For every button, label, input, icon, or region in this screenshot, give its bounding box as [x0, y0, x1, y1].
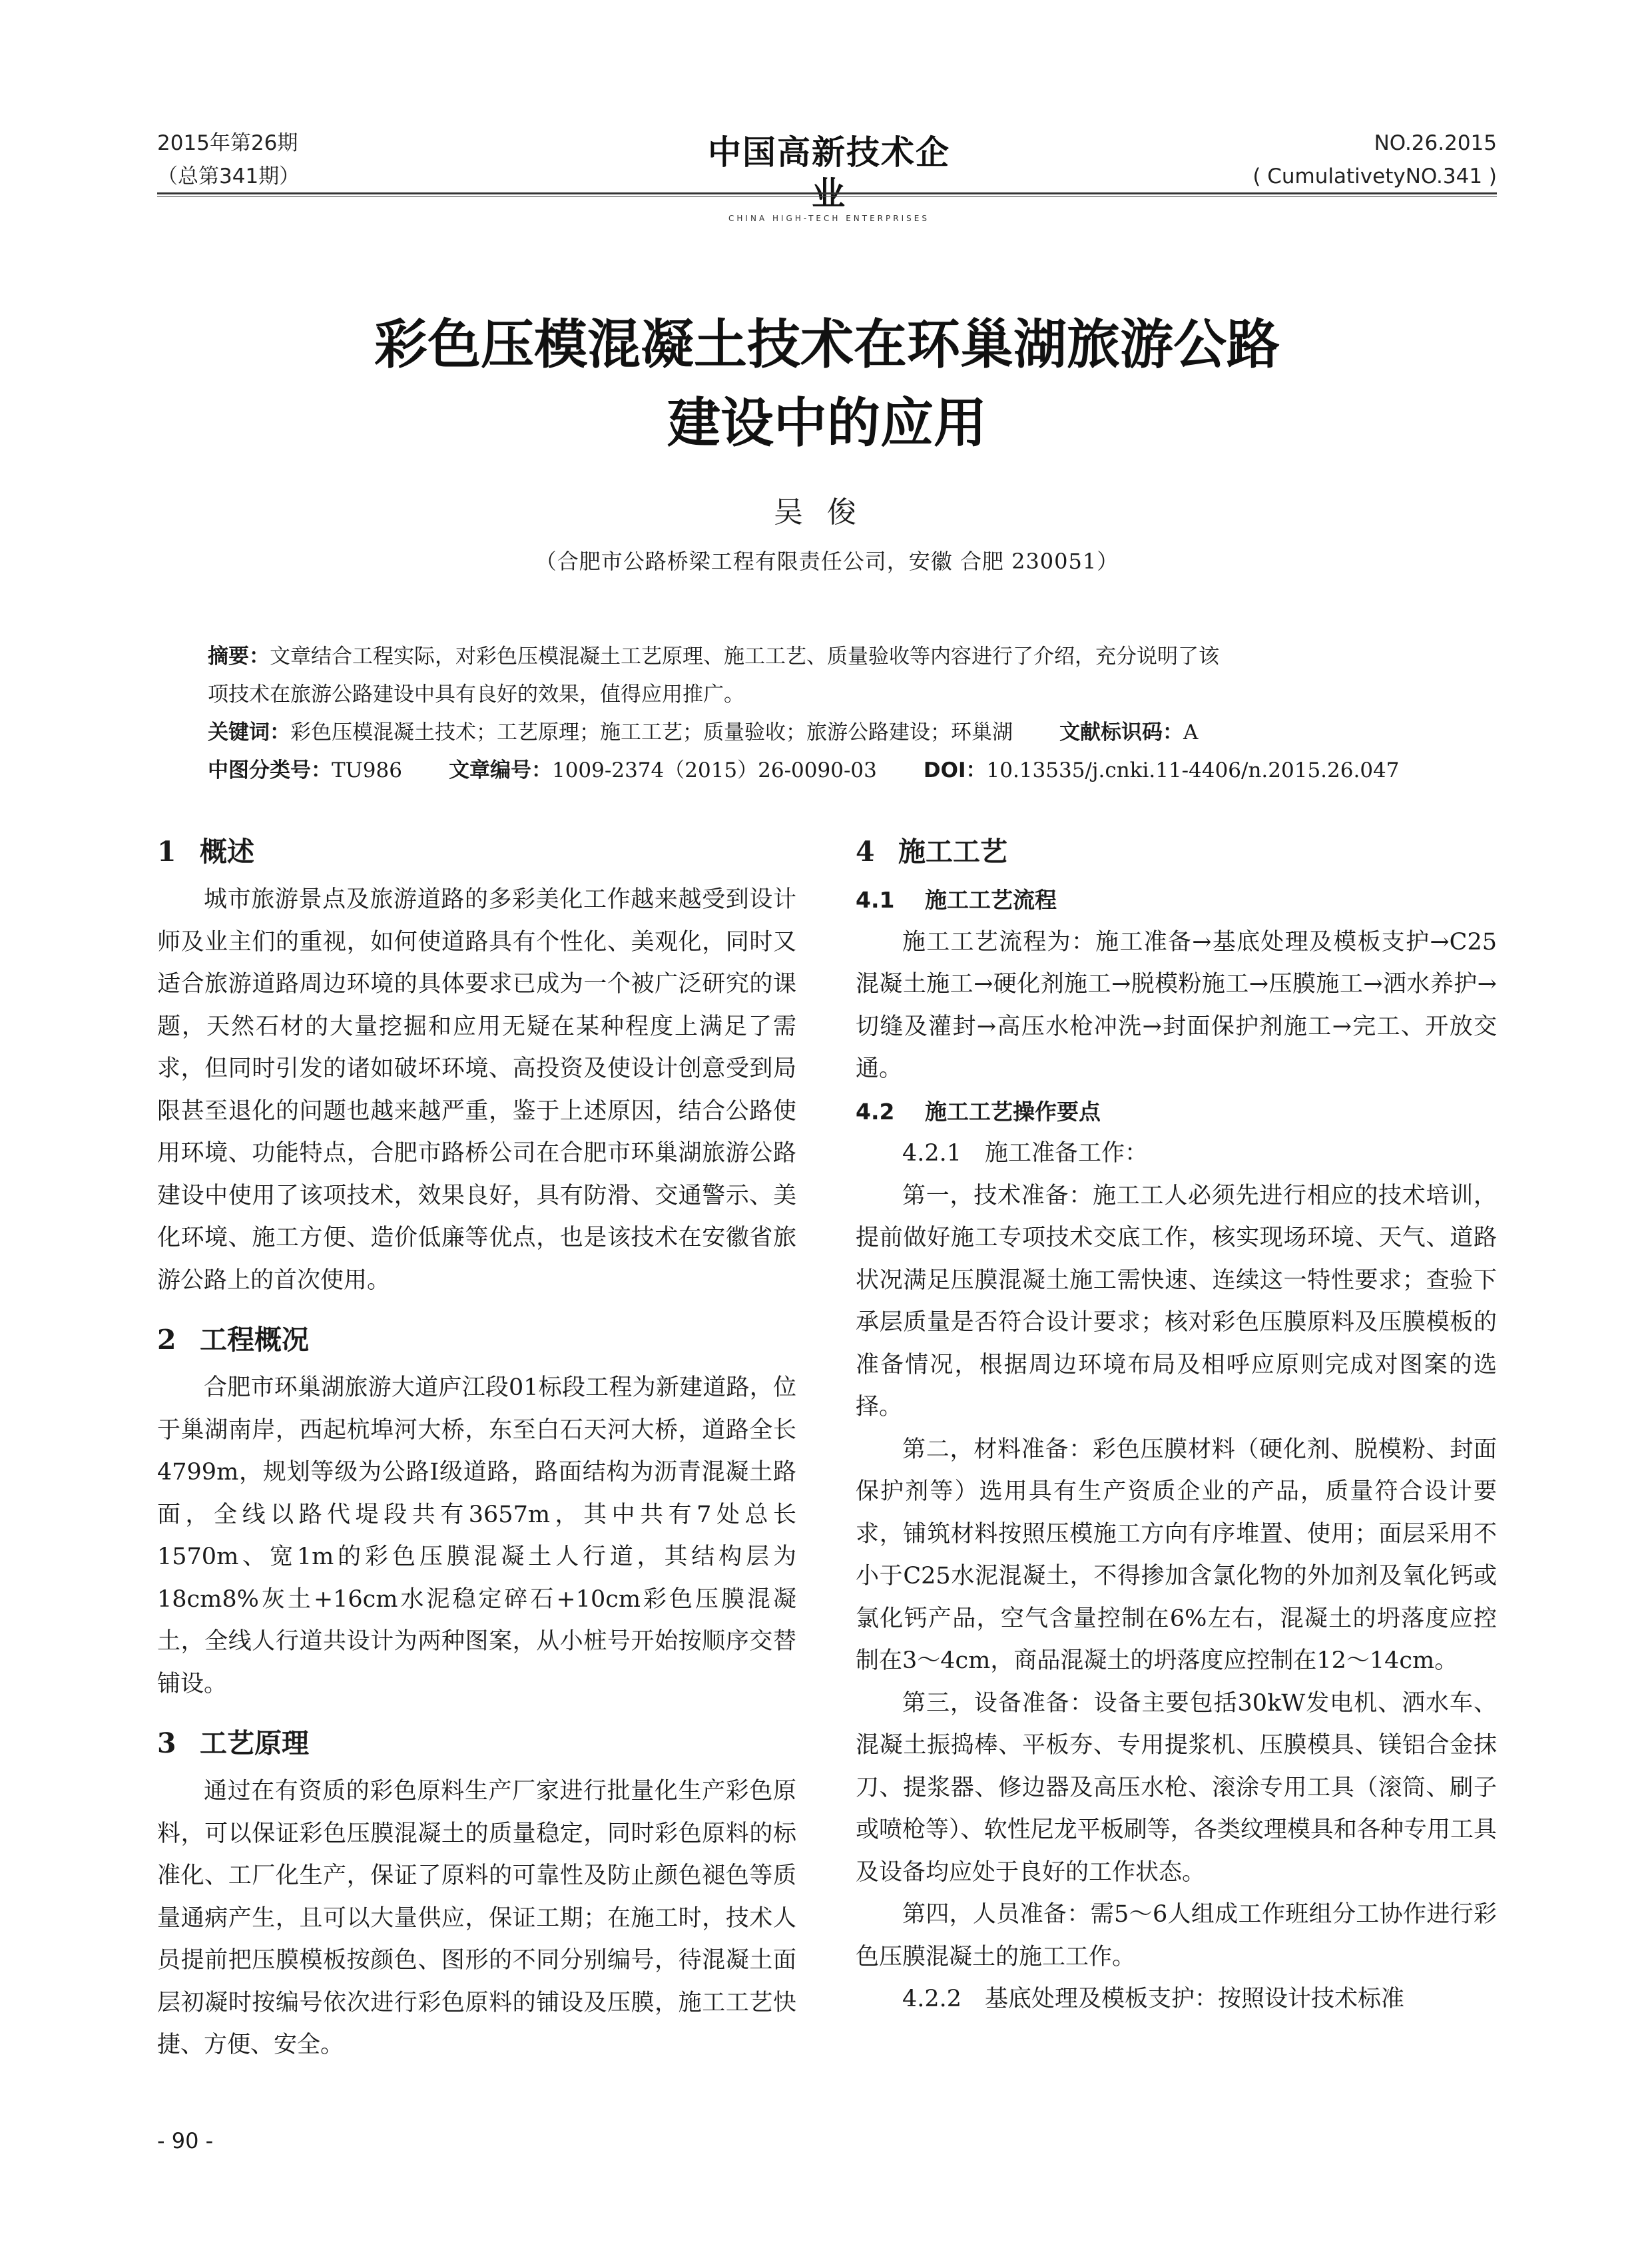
- abstract-line-2: 项技术在旅游公路建设中具有良好的效果，值得应用推广。: [208, 683, 744, 706]
- process-flow-paragraph: 施工工艺流程为：施工准备→基底处理及模板支护→C25混凝土施工→硬化剂施工→脱模粉施工→压膜施工→洒水养护→切缝及灌封→高压水枪冲洗→封面保护剂施工→完工、开放交通。: [856, 928, 1497, 1082]
- section-1-heading: [157, 828, 796, 875]
- article-title: [157, 305, 1497, 462]
- article-title-line-2: 建设中的应用: [667, 392, 987, 454]
- section-3-number: 3: [157, 1727, 176, 1759]
- section-1-title: 概述: [200, 836, 254, 868]
- author-affiliation: （合肥市公路桥梁工程有限责任公司，安徽 合肥 230051）: [535, 549, 1119, 574]
- section-4-heading: [856, 828, 1497, 875]
- page-number: - 90 -: [157, 2128, 214, 2153]
- material-preparation-paragraph: 第二，材料准备：彩色压膜材料（硬化剂、脱模粉、封面保护剂等）选用具有生产资质企业的产品，质量符合设计要求，铺筑材料按照压模施工方向有序堆置、使用；面层采用不小于C25水泥混凝土，不得掺加含氯化物的外加剂及氧化钙或氯化钙产品，空气含量控制在6%左右，混凝土的坍落度应控制在3～4cm，商品混凝土的坍落度应控制在12～14cm。: [856, 1436, 1497, 1674]
- left-column: [157, 828, 796, 2067]
- article-number-label: 文章编号：: [448, 758, 552, 782]
- abstract-label: 摘要：: [208, 645, 270, 669]
- subsection-4-1-heading: [856, 879, 1497, 922]
- journal-logo-cn: 中国高新技术企业: [708, 133, 950, 213]
- right-column: [856, 828, 1497, 2021]
- subsection-4-2-2-paragraph: 4.2.2 基底处理及模板支护：按照设计技术标准: [902, 1986, 1405, 2012]
- subsection-4-1-title: 施工工艺流程: [925, 887, 1057, 913]
- equipment-preparation-paragraph: 第三，设备准备：设备主要包括30kW发电机、洒水车、混凝土振捣棒、平板夯、专用提浆机、压膜模具、镁铝合金抹刀、提浆器、修边器及高压水枪、滚涂专用工具（滚筒、刷子或喷枪等）、软性尼龙平板刷等，各类纹理模具和各种专用工具及设备均应处于良好的工作状态。: [856, 1689, 1497, 1886]
- section-1-paragraph: 城市旅游景点及旅游道路的多彩美化工作越来越受到设计师及业主们的重视，如何使道路具有个性化、美观化，同时又适合旅游道路周边环境的具体要求已成为一个被广泛研究的课题，天然石材的大量挖掘和应用无疑在某种程度上满足了需求，但同时引发的诸如破坏环境、高投资及使设计创意受到局限甚至退化的问题也越来越严重，鉴于上述原因，结合公路使用环境、功能特点，合肥市路桥公司在合肥市环巢湖旅游公路建设中使用了该项技术，效果良好，具有防滑、交通警示、美化环境、施工方便、造价低廉等优点，也是该技术在安徽省旅游公路上的首次使用。: [157, 886, 796, 1294]
- doc-code-label: 文献标识码：: [1059, 720, 1183, 744]
- header-rule: [157, 192, 1497, 194]
- section-3-heading: [157, 1720, 796, 1767]
- article-number: 1009-2374（2015）26-0090-03: [551, 758, 877, 782]
- classification-line: [208, 752, 1460, 790]
- article-title-line-1: 彩色压模混凝土技术在环巢湖旅游公路: [374, 313, 1280, 376]
- issue-number-en: NO.26.2015: [1374, 131, 1497, 155]
- keywords-text: 彩色压模混凝土技术；工艺原理；施工工艺；质量验收；旅游公路建设；环巢湖: [290, 720, 1013, 744]
- section-4-title: 施工工艺: [898, 836, 1007, 868]
- section-4-number: 4: [856, 836, 875, 868]
- abstract-line-1: [208, 638, 1460, 676]
- section-2-paragraph: 合肥市环巢湖旅游大道庐江段01标段工程为新建道路，位于巢湖南岸，西起杭埠河大桥，东至白石天河大桥，道路全长4799m，规划等级为公路Ⅰ级道路，路面结构为沥青混凝土路面，全线以路代堤段共有3657m，其中共有7处总长1570m、宽1m的彩色压膜混凝土人行道，其结构层为18cm8%灰土+16cm水泥稳定碎石+10cm彩色压膜混凝土，全线人行道共设计为两种图案，从小桩号开始按顺序交替铺设。: [157, 1374, 796, 1697]
- cumulative-number-en: ( CumulativetyNO.341 ): [1252, 164, 1497, 188]
- subsection-4-2-1-heading: 4.2.1 施工准备工作：: [902, 1140, 1149, 1167]
- clc-label: 中图分类号：: [208, 758, 332, 782]
- subsection-4-2-title: 施工工艺操作要点: [925, 1098, 1101, 1125]
- section-1-number: 1: [157, 836, 176, 868]
- keywords-label: 关键词：: [208, 720, 290, 744]
- journal-logo-en: CHINA HIGH-TECH ENTERPRISES: [728, 214, 930, 223]
- section-3-paragraph: 通过在有资质的彩色原料生产厂家进行批量化生产彩色原料，可以保证彩色压膜混凝土的质量稳定，同时彩色原料的标准化、工厂化生产，保证了原料的可靠性及防止颜色褪色等质量通病产生，且可以大量供应，保证工期；在施工时，技术人员提前把压膜模板按颜色、图形的不同分别编号，待混凝土面层初凝时按编号依次进行彩色原料的铺设及压膜，施工工艺快捷、方便、安全。: [157, 1778, 796, 2058]
- keywords-line: [208, 714, 1460, 752]
- section-2-number: 2: [157, 1324, 176, 1356]
- doc-code: A: [1183, 720, 1199, 744]
- clc-code: TU986: [332, 758, 402, 782]
- abstract-block: [208, 638, 1460, 790]
- cumulative-number-cn: （总第341期）: [157, 164, 300, 188]
- running-header-left: [157, 128, 300, 192]
- technical-preparation-paragraph: 第一，技术准备：施工工人必须先进行相应的技术培训，提前做好施工专项技术交底工作，核实现场环境、天气、道路状况满足压膜混凝土施工需快速、连续这一特性要求；查验下承层质量是否符合设计要求；核对彩色压膜原料及压膜模板的准备情况，根据周边环境布局及相呼应原则完成对图案的选择。: [856, 1182, 1497, 1420]
- doi-label: DOI：: [923, 758, 987, 782]
- issue-number-cn: 2015年第26期: [157, 131, 298, 155]
- author-name: 吴俊: [774, 495, 880, 529]
- section-2-heading: [157, 1316, 796, 1363]
- running-header-right: [1252, 128, 1497, 192]
- section-2-title: 工程概况: [200, 1324, 309, 1356]
- subsection-4-2-heading: [856, 1091, 1497, 1133]
- header-rule-thin: [157, 196, 1497, 197]
- subsection-4-2-number: 4.2: [856, 1098, 895, 1125]
- personnel-preparation-paragraph: 第四，人员准备：需5～6人组成工作班组分工协作进行彩色压膜混凝土的施工工作。: [856, 1901, 1497, 1970]
- journal-logo: [702, 132, 956, 224]
- doi-value: 10.13535/j.cnki.11-4406/n.2015.26.047: [986, 758, 1400, 782]
- section-3-title: 工艺原理: [200, 1727, 309, 1759]
- abstract-text-1: 文章结合工程实际，对彩色压模混凝土工艺原理、施工工艺、质量验收等内容进行了介绍，充分说明了该: [270, 645, 1219, 669]
- subsection-4-1-number: 4.1: [856, 887, 895, 913]
